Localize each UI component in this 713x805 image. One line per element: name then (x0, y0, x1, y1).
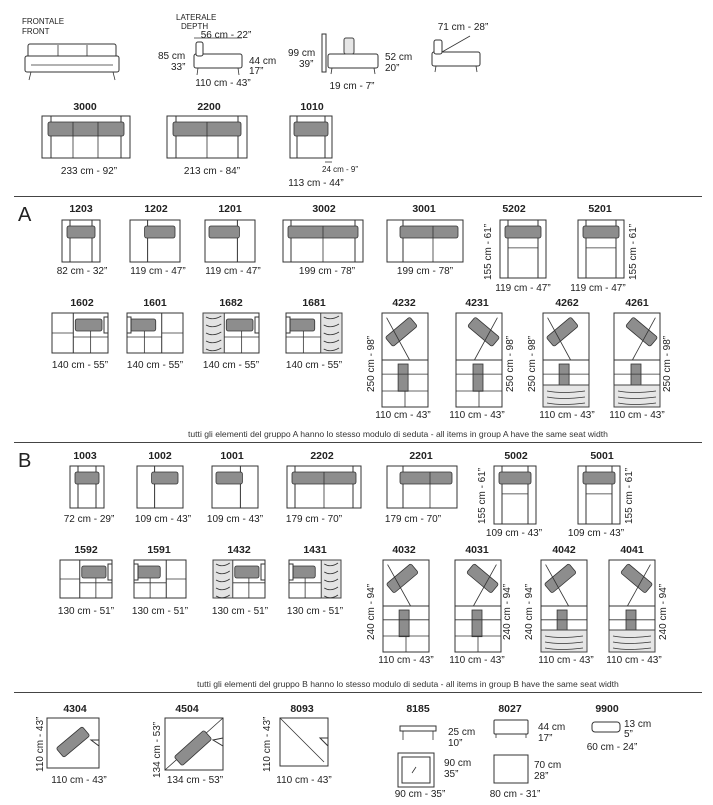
side2-bottom-dim: 19 cm - 7” (329, 81, 375, 92)
module-dim-5202: 119 cm - 47” (495, 283, 551, 294)
module-1431-drawing (289, 560, 343, 600)
module-4231-drawing (456, 313, 504, 409)
module-vdim-4261: 250 cm - 98” (662, 335, 673, 392)
module-5201-drawing (578, 220, 626, 280)
module-8027-height-in: 17” (538, 733, 553, 744)
module-code-1002: 1002 (148, 450, 172, 462)
module-4261-drawing (614, 313, 662, 409)
module-5002-drawing (494, 466, 538, 526)
module-code-1003: 1003 (73, 450, 97, 462)
side2-seat-cm: 52 cm (385, 52, 413, 63)
section-divider-bottom (14, 692, 702, 693)
module-code-5001: 5001 (590, 450, 614, 462)
module-8185-side-drawing (400, 726, 440, 742)
module-code-4032: 4032 (392, 544, 416, 556)
side2-height-in: 39” (299, 59, 314, 70)
module-4232-drawing (382, 313, 430, 409)
group-a-note: tutti gli elementi del gruppo A hanno lo stesso modulo di seduta - all items in group A have the same seat width (188, 429, 608, 439)
module-9900-drawing (592, 722, 626, 736)
side-view-1-drawing (190, 38, 250, 78)
module-code-5202: 5202 (502, 203, 526, 215)
module-vdim-4041: 240 cm - 94” (658, 583, 669, 640)
side2-height-cm: 99 cm (288, 48, 316, 59)
module-code-1432: 1432 (227, 544, 251, 556)
module-code-4504: 4504 (175, 703, 199, 715)
module-dim-8093: 110 cm - 43” (276, 775, 332, 786)
module-1010-drawing (290, 116, 336, 161)
module-1681-drawing (286, 313, 344, 355)
module-5202-drawing (500, 220, 548, 280)
module-subdim-1010: 24 cm - 9” (322, 165, 359, 174)
module-4504-drawing (165, 718, 227, 772)
module-code-8093: 8093 (290, 703, 314, 715)
module-code-4041: 4041 (620, 544, 644, 556)
module-code-3001: 3001 (412, 203, 436, 215)
module-dim-4032: 110 cm - 43” (378, 655, 434, 666)
module-4041-drawing (609, 560, 657, 654)
module-dim-4231: 110 cm - 43” (449, 410, 505, 421)
module-vdim-4232: 250 cm - 98” (366, 335, 377, 392)
module-dim-4042: 110 cm - 43” (538, 655, 594, 666)
module-code-4262: 4262 (555, 297, 579, 309)
module-3001-drawing (387, 220, 465, 264)
module-4304-drawing (47, 718, 103, 770)
module-5001-drawing (578, 466, 622, 526)
module-9900-height-cm: 13 cm (624, 719, 652, 730)
side1-bottom-dim: 110 cm - 43” (195, 78, 251, 89)
module-1003-drawing (70, 466, 106, 510)
module-code-2201: 2201 (409, 450, 433, 462)
module-code-8027: 8027 (498, 703, 522, 715)
module-vdim-4231: 250 cm - 98” (505, 335, 516, 392)
section-divider-b (14, 442, 702, 443)
module-dim-9900: 60 cm - 24” (586, 742, 638, 753)
module-1202-drawing (130, 220, 182, 264)
module-2202-drawing (287, 466, 363, 510)
module-1592-drawing (60, 560, 114, 600)
module-code-4231: 4231 (465, 297, 489, 309)
module-dim-1010: 113 cm - 44” (288, 178, 344, 189)
module-8185-height-cm: 25 cm (448, 727, 476, 738)
module-code-1202: 1202 (144, 203, 168, 215)
module-code-2202: 2202 (310, 450, 334, 462)
module-code-4042: 4042 (552, 544, 576, 556)
module-4031-drawing (455, 560, 503, 654)
module-8027-top-drawing (494, 755, 532, 787)
side-view-2-drawing (322, 34, 384, 78)
module-dim-1432: 130 cm - 51” (211, 606, 269, 617)
module-4262-drawing (543, 313, 591, 409)
module-dim-1002: 109 cm - 43” (134, 514, 192, 525)
module-code-1682: 1682 (219, 297, 243, 309)
module-dim-1202: 119 cm - 47” (130, 266, 186, 277)
module-2200-drawing (167, 116, 251, 161)
section-divider-a (14, 196, 702, 197)
module-dim-2202: 179 cm - 70” (285, 514, 343, 525)
module-dim-1681: 140 cm - 55” (285, 360, 343, 371)
module-3000-drawing (42, 116, 132, 161)
module-dim-4504: 134 cm - 53” (166, 775, 224, 786)
module-dim-4041: 110 cm - 43” (606, 655, 662, 666)
module-dim-8185: 90 cm - 35” (394, 789, 446, 800)
module-8185-top-drawing (398, 753, 438, 789)
module-8185-height-in: 10” (448, 738, 463, 749)
module-dim-2201: 179 cm - 70” (384, 514, 442, 525)
module-dim-5001: 109 cm - 43” (567, 528, 625, 539)
label-front: FRONT (22, 27, 50, 36)
module-code-5201: 5201 (588, 203, 612, 215)
side1-seat-cm: 44 cm (249, 56, 277, 67)
module-code-1203: 1203 (69, 203, 93, 215)
module-dim-4232: 110 cm - 43” (375, 410, 431, 421)
module-vdim-4304: 110 cm - 43” (35, 716, 46, 772)
module-code-4304: 4304 (63, 703, 87, 715)
module-8027-side-drawing (494, 720, 532, 740)
module-code-1592: 1592 (74, 544, 98, 556)
module-dim-1001: 109 cm - 43” (206, 514, 264, 525)
side-view-3-drawing (430, 30, 492, 76)
module-dim-1003: 72 cm - 29” (63, 514, 115, 525)
module-dim-1682: 140 cm - 55” (202, 360, 260, 371)
group-b-note: tutti gli elementi del gruppo B hanno lo stesso modulo di seduta - all items in group B have the same seat width (197, 679, 619, 689)
module-dim-5201: 119 cm - 47” (570, 283, 626, 294)
module-dim-4031: 110 cm - 43” (449, 655, 505, 666)
module-dim-8027: 80 cm - 31” (489, 789, 541, 800)
module-dim-3002: 199 cm - 78” (298, 266, 356, 277)
module-8027-depth-in: 28” (534, 771, 549, 782)
module-8185-depth-cm: 90 cm (444, 758, 472, 769)
module-1591-drawing (134, 560, 188, 600)
module-code-4031: 4031 (465, 544, 489, 556)
module-code-1001: 1001 (220, 450, 244, 462)
module-code-1601: 1601 (143, 297, 167, 309)
module-dim-2200: 213 cm - 84” (183, 166, 241, 177)
front-view-sofa-drawing (25, 40, 125, 82)
group-a-letter: A (18, 204, 32, 226)
module-4032-drawing (383, 560, 431, 654)
module-code-1431: 1431 (303, 544, 327, 556)
module-dim-4261: 110 cm - 43” (609, 410, 665, 421)
side1-height-in: 33” (171, 62, 186, 73)
label-depth: DEPTH (181, 22, 209, 31)
module-vdim-5201: 155 cm - 61” (628, 223, 639, 280)
label-frontale: FRONTALE (22, 17, 65, 26)
side3-top-dim: 71 cm - 28” (437, 22, 489, 33)
module-code-5002: 5002 (504, 450, 528, 462)
module-vdim-5002: 155 cm - 61” (477, 467, 488, 524)
module-1002-drawing (137, 466, 185, 510)
label-laterale: LATERALE (176, 13, 217, 22)
module-1682-drawing (203, 313, 261, 355)
module-1602-drawing (52, 313, 110, 355)
module-dim-1591: 130 cm - 51” (131, 606, 189, 617)
module-vdim-4032: 240 cm - 94” (366, 583, 377, 640)
module-code-4261: 4261 (625, 297, 649, 309)
module-code-1602: 1602 (70, 297, 94, 309)
module-dim-4262: 110 cm - 43” (539, 410, 595, 421)
module-dim-1201: 119 cm - 47” (205, 266, 261, 277)
module-code-3002: 3002 (312, 203, 336, 215)
side1-top-dim: 56 cm - 22” (200, 30, 252, 41)
module-3002-drawing (283, 220, 365, 264)
module-1432-drawing (213, 560, 267, 600)
module-code-1591: 1591 (147, 544, 171, 556)
module-vdim-4504: 134 cm - 53” (152, 721, 163, 778)
side2-seat-in: 20” (385, 63, 400, 74)
module-8185-depth-in: 35” (444, 769, 459, 780)
module-dim-1601: 140 cm - 55” (126, 360, 184, 371)
module-dim-1431: 130 cm - 51” (286, 606, 344, 617)
module-code-1201: 1201 (218, 203, 242, 215)
module-vdim-4262: 250 cm - 98” (527, 335, 538, 392)
module-8027-height-cm: 44 cm (538, 722, 566, 733)
module-vdim-5001: 155 cm - 61” (624, 467, 635, 524)
group-b-letter: B (18, 450, 32, 472)
module-1201-drawing (205, 220, 257, 264)
module-vdim-4042: 240 cm - 94” (524, 583, 535, 640)
module-dim-1602: 140 cm - 55” (51, 360, 109, 371)
module-dim-1203: 82 cm - 32” (56, 266, 108, 277)
module-9900-height-in: 5” (624, 729, 633, 740)
module-code-8185: 8185 (406, 703, 430, 715)
side1-height-cm: 85 cm (158, 51, 186, 62)
module-dim-4304: 110 cm - 43” (51, 775, 107, 786)
module-vdim-4031: 240 cm - 94” (502, 583, 513, 640)
module-code-1681: 1681 (302, 297, 326, 309)
module-dim-3000: 233 cm - 92” (60, 166, 118, 177)
module-dim-1592: 130 cm - 51” (57, 606, 115, 617)
module-1001-drawing (212, 466, 260, 510)
module-1601-drawing (127, 313, 185, 355)
module-4042-drawing (541, 560, 589, 654)
module-code-1010: 1010 (300, 101, 324, 113)
module-code-2200: 2200 (197, 101, 221, 113)
module-2201-drawing (387, 466, 459, 510)
module-vdim-8093: 110 cm - 43” (262, 716, 273, 772)
module-code-3000: 3000 (73, 101, 97, 113)
module-dim-3001: 199 cm - 78” (396, 266, 454, 277)
module-1203-drawing (62, 220, 102, 264)
module-code-4232: 4232 (392, 297, 416, 309)
module-code-9900: 9900 (595, 703, 619, 715)
module-8027-depth-cm: 70 cm (534, 760, 562, 771)
module-8093-drawing (280, 718, 332, 770)
module-dim-5002: 109 cm - 43” (485, 528, 543, 539)
side1-seat-in: 17” (249, 66, 264, 77)
module-vdim-5202: 155 cm - 61” (483, 223, 494, 280)
